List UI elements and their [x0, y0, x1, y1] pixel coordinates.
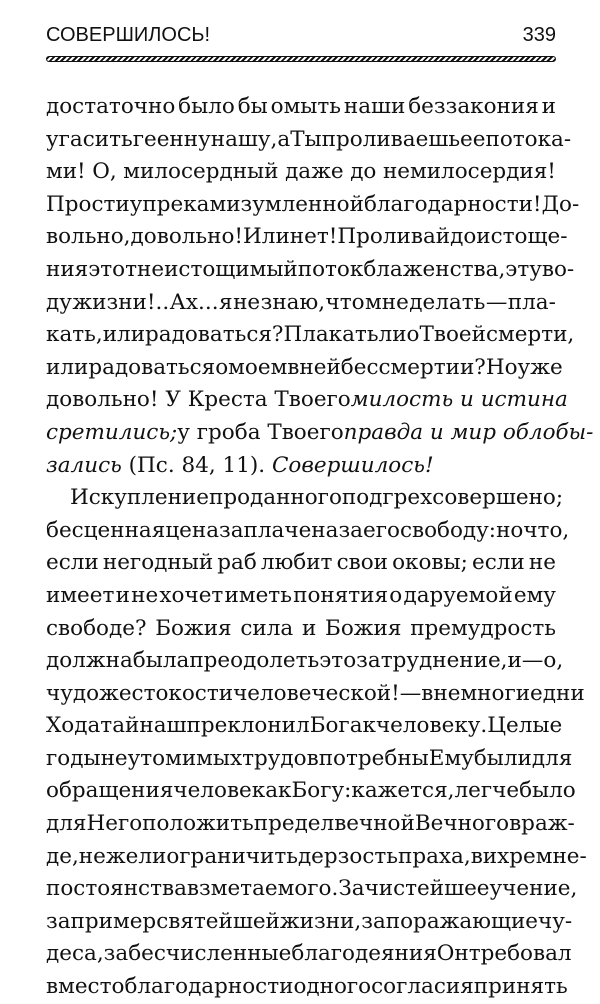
emphasis-italic: Совершилось!	[271, 452, 434, 478]
text-line	[46, 319, 575, 352]
word: ли	[378, 322, 407, 348]
word: взметаемого.	[186, 876, 339, 902]
word: одного	[293, 974, 372, 1000]
word: и	[115, 582, 130, 608]
word: Целые	[487, 713, 563, 739]
text-line	[46, 743, 573, 776]
word: не	[233, 289, 261, 315]
word: за	[46, 908, 71, 934]
word: но	[496, 517, 524, 543]
text-line	[46, 417, 594, 450]
word: Прости	[46, 191, 130, 217]
word: истоще-	[476, 224, 568, 250]
word: эту	[505, 256, 542, 282]
word: радоваться?	[145, 322, 284, 348]
word: ния	[46, 256, 89, 282]
word: это	[319, 648, 357, 674]
word: понятия	[293, 582, 389, 608]
text-line	[46, 873, 578, 906]
text-line	[46, 971, 568, 1004]
word: а	[277, 126, 291, 152]
body-text	[46, 91, 594, 1004]
text-line	[46, 189, 580, 222]
word: и	[507, 648, 522, 674]
word: или	[102, 322, 146, 348]
word: свободе?	[46, 615, 147, 641]
word: за	[361, 908, 386, 934]
word: уже	[517, 354, 563, 380]
word: нежели	[78, 843, 167, 869]
word: к	[278, 778, 292, 804]
word: ее	[460, 126, 486, 152]
scripture-quote-italic: зались	[46, 452, 122, 478]
word: годы	[46, 745, 101, 771]
word: или	[46, 354, 89, 380]
word: Ты	[290, 126, 322, 152]
word: ему	[513, 582, 556, 608]
word: О,	[92, 159, 117, 185]
word: Или	[243, 224, 290, 250]
word: нашу,	[210, 126, 278, 152]
word: благодарности	[124, 974, 294, 1000]
word: потока-	[485, 126, 572, 152]
word: жестокости	[99, 680, 234, 706]
word: радоваться	[88, 354, 216, 380]
word: Божия	[325, 615, 402, 641]
word: этот	[88, 256, 138, 282]
word: что,	[523, 517, 570, 543]
word: до	[350, 159, 377, 185]
word: иметь	[224, 582, 292, 608]
word: если	[46, 550, 99, 576]
text-line	[46, 352, 563, 385]
scripture-reference: (Пс. 84, 11).	[128, 452, 266, 478]
scripture-quote-italic: правда и мир облобы-	[343, 419, 594, 445]
word: к	[362, 713, 376, 739]
word: принять	[473, 974, 568, 1000]
text-line	[46, 221, 568, 254]
word: изумленной	[226, 191, 364, 217]
word: жизни!..	[72, 289, 170, 315]
text-line	[46, 547, 556, 580]
word: вечной	[334, 811, 415, 837]
word: должна	[46, 648, 133, 674]
text-line	[46, 678, 585, 711]
word: Ах...	[169, 289, 219, 315]
word: чудо	[46, 680, 100, 706]
word: учение,	[489, 876, 578, 902]
word: цена	[165, 517, 220, 543]
word: за	[338, 517, 363, 543]
word: дерзость	[297, 843, 398, 869]
word: я	[219, 289, 233, 315]
word: что	[325, 289, 365, 315]
word: требовал	[468, 941, 572, 967]
word: о	[215, 354, 229, 380]
word: наш	[139, 713, 187, 739]
word: поражающие	[385, 908, 538, 934]
word: неистощимый	[137, 256, 298, 282]
word: под	[341, 485, 383, 511]
word: праха,	[397, 843, 471, 869]
word: постоянства	[46, 876, 187, 902]
word: Искупление	[70, 485, 209, 511]
word: его	[363, 517, 400, 543]
word: святейшей	[156, 908, 280, 934]
text-line	[46, 645, 564, 678]
text-line	[46, 124, 572, 157]
decorative-rope-rule	[46, 56, 556, 62]
word: проданного	[208, 485, 342, 511]
word: Вечного	[414, 811, 510, 837]
word: благодарности!	[363, 191, 542, 217]
word: жизни,	[279, 908, 362, 934]
text-line	[46, 91, 556, 124]
word: были	[473, 745, 532, 771]
word: поток	[297, 256, 364, 282]
word: обращения	[46, 778, 174, 804]
word: Ходатай	[46, 713, 140, 739]
word: вихрем	[470, 843, 553, 869]
text-line	[46, 613, 556, 646]
text-line	[46, 287, 556, 320]
paragraph-first-line	[46, 482, 564, 515]
text-line	[46, 580, 556, 613]
word: —	[485, 289, 508, 315]
word: совершено;	[432, 485, 564, 511]
word: —	[521, 648, 544, 674]
word: проливаешь	[321, 126, 461, 152]
word: преклонил	[186, 713, 310, 739]
word: если	[472, 550, 525, 576]
text-line	[46, 254, 575, 287]
word: ми!	[46, 159, 86, 185]
text-segment: у гроба Твоего	[177, 419, 344, 445]
word: бесценная	[46, 517, 166, 543]
word: Но	[485, 354, 518, 380]
word: человеку.	[375, 713, 488, 739]
word: Он	[436, 941, 469, 967]
word: было	[519, 778, 576, 804]
word: неутомимых	[100, 745, 243, 771]
word: Плакать	[283, 322, 379, 348]
word: была	[132, 648, 190, 674]
word: мне	[365, 289, 409, 315]
word: за	[103, 941, 129, 967]
word: нет!	[289, 224, 338, 250]
text-line	[46, 775, 576, 808]
word: ней	[299, 354, 341, 380]
word: делать	[409, 289, 486, 315]
word: сила	[240, 615, 294, 641]
word: и	[301, 615, 317, 641]
word: блаженства,	[363, 256, 506, 282]
word: было	[178, 94, 235, 119]
word: дни	[542, 680, 585, 706]
word: и	[541, 94, 556, 119]
word: наши	[343, 94, 406, 119]
text-line	[46, 808, 575, 841]
word: не-	[552, 843, 587, 869]
word: затруднение,	[356, 648, 508, 674]
word: Богу:	[291, 778, 352, 804]
word: угасить	[46, 126, 133, 152]
word: положить	[142, 811, 254, 837]
word: предел	[253, 811, 335, 837]
word: грех	[382, 485, 433, 511]
word: во-	[541, 256, 575, 282]
word: имеет	[46, 582, 115, 608]
scripture-quote-italic: милость и истина	[350, 387, 568, 413]
word: вместо	[46, 974, 125, 1000]
word: свои	[336, 550, 388, 576]
word: моем	[228, 354, 288, 380]
word: знаю,	[260, 289, 326, 315]
word: омыть	[270, 94, 342, 119]
word: Проливай	[337, 224, 451, 250]
text-line	[46, 515, 570, 548]
word: для	[46, 811, 87, 837]
word: легче	[454, 778, 520, 804]
word: любит	[260, 550, 333, 576]
word: Ему	[428, 745, 474, 771]
word: не	[131, 582, 159, 608]
word: Бога	[309, 713, 363, 739]
word: премудрость	[410, 615, 556, 641]
word: оковы;	[392, 550, 468, 576]
text-line	[46, 841, 587, 874]
word: пла-	[507, 289, 556, 315]
text-line	[46, 384, 568, 417]
word: беззакония	[408, 94, 539, 119]
word: милосердный	[123, 159, 279, 185]
word: кать,	[46, 322, 103, 348]
word: даже	[285, 159, 344, 185]
word: чу-	[538, 908, 573, 934]
word: ду	[46, 289, 72, 315]
word: геенну	[132, 126, 211, 152]
word: За	[338, 876, 365, 902]
word: пример	[70, 908, 157, 934]
word: чистейшее	[364, 876, 490, 902]
word: вольно,	[46, 224, 131, 250]
word: о	[389, 582, 403, 608]
word: бессмертии?	[340, 354, 486, 380]
word: потребны	[318, 745, 429, 771]
text-line	[46, 710, 563, 743]
word: человеческой!	[233, 680, 400, 706]
word: негодный	[102, 550, 214, 576]
word: до	[450, 224, 477, 250]
word: немилосердия!	[382, 159, 556, 185]
word: достаточно	[46, 94, 176, 119]
word: немногие	[433, 680, 543, 706]
word: согласия	[371, 974, 474, 1000]
word: благодеяния	[291, 941, 437, 967]
word: упрекам	[129, 191, 227, 217]
word: о	[406, 322, 420, 348]
word: преодолеть	[189, 648, 320, 674]
word: в	[421, 680, 434, 706]
word: деса,	[46, 941, 104, 967]
word: о,	[543, 648, 564, 674]
word: ограничить	[166, 843, 298, 869]
word: бесчисленные	[128, 941, 292, 967]
word: —	[399, 680, 422, 706]
word: не	[528, 550, 556, 576]
word: Него	[86, 811, 143, 837]
word: До-	[541, 191, 580, 217]
word: Божия	[155, 615, 232, 641]
word: враж-	[509, 811, 575, 837]
word: де,	[46, 843, 79, 869]
running-title: СОВЕРШИЛОСЬ!	[46, 24, 211, 46]
text-line	[46, 938, 572, 971]
scripture-quote-italic: сретились;	[46, 419, 178, 445]
word: раб	[217, 550, 257, 576]
text-line	[46, 906, 573, 939]
word: смерти,	[485, 322, 575, 348]
word: даруемой	[403, 582, 513, 608]
word: человека	[173, 778, 279, 804]
word: свободу:	[399, 517, 497, 543]
word: кажется,	[351, 778, 455, 804]
word: заплачена	[219, 517, 339, 543]
word: в	[287, 354, 300, 380]
text-line	[46, 156, 556, 189]
page-number: 339	[522, 24, 556, 46]
word: Твоей	[419, 322, 486, 348]
word: хочет	[159, 582, 224, 608]
word: трудов	[242, 745, 319, 771]
running-head	[46, 24, 556, 52]
text-segment: довольно! У Креста Твоего	[46, 387, 351, 413]
word: бы	[237, 94, 268, 119]
text-line	[46, 450, 556, 483]
word: довольно!	[130, 224, 244, 250]
word: для	[531, 745, 573, 771]
